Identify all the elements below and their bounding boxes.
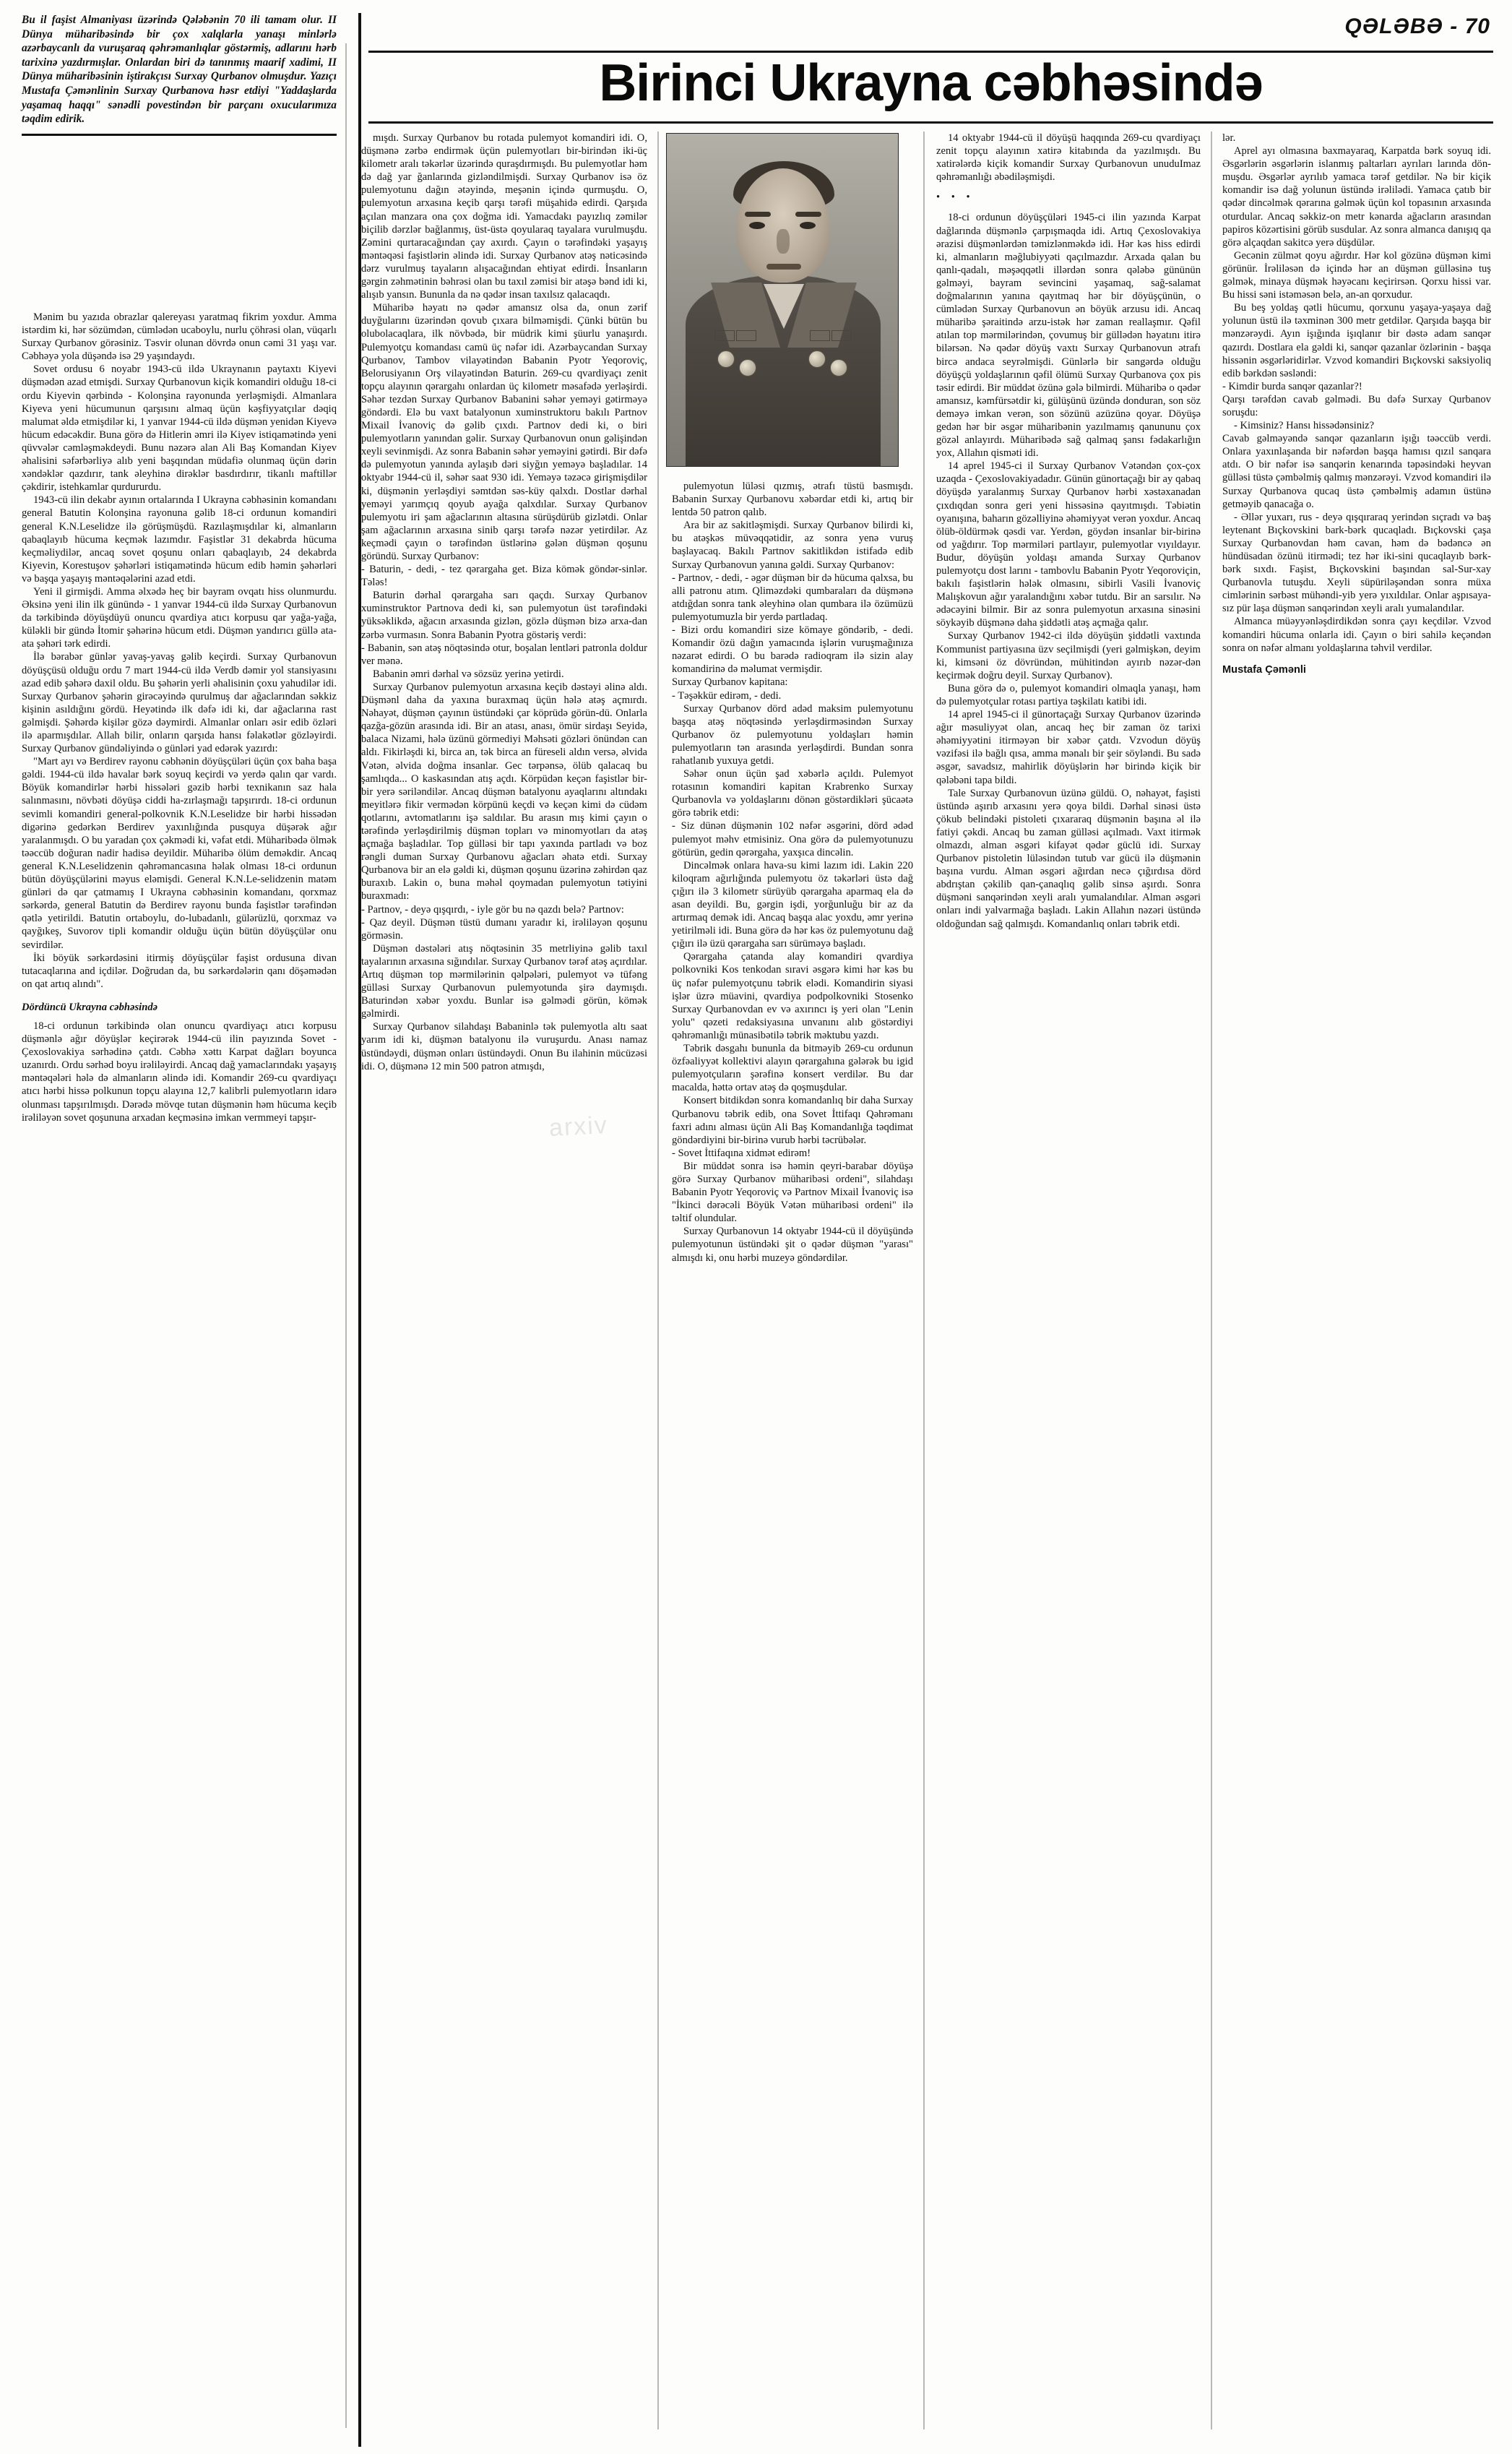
column-5	[1222, 132, 1491, 2429]
paragraph: Baturin dərhal qərargaha sarı qaçdı. Surxay Qurbanov xuminstruktor Partnova dedi ki, sən pulemyotun üst tərəfindəki yüksəklikdə, ağacın arxasında gizlən, gözlə düşmən bizə arxa-dan zərbə vurmasın. Sonra Babanin Pyotra göstəriş verdi:	[361, 590, 647, 641]
paragraph-dialogue: - Təşəkkür edirəm, - dedi.	[672, 689, 782, 702]
paragraph: Təbrik dəsgahı bununla da bitməyib 269-cu ordunun özfəaliyyət kollektivi alayın qərargahına gələrək bu igid pulemyotçuların şərəfinə konsert verdilər. Bu dar macalda, həttə ortav atəş də qoşmuşdular.	[672, 1043, 913, 1094]
paragraph: Qərargaha çatanda alay komandiri qvardiya polkovniki Kos tenkodan sıravi əsgərə kimi hər kəs bu üç nəfər pulemyotçunu təbrik elədi. Komandirin siyasi işlər üzrə müavini, qvardiya podpolkovniki Stosenko Surxay Qurbanovdan ev və axırıncı iş yeri olan "Lenin yolu" qəzeti redaksiyasına unvanını alıb göstərdiyi qəhrəmanlığı münasibətilə təbrik məktubu yazdı.	[672, 951, 913, 1041]
lede-box	[22, 13, 337, 136]
article-byline: Mustafa Çəmənli	[1222, 663, 1306, 676]
paragraph: Gecənin zülmət qoyu ağırdır. Hər kol gözünə düşmən kimi görünür. İrəliləsən də içində hər an düşmən gülləsinə tuş gəlmək, minaya düşmək həyəcanı keçirirsən. Qorxu hissi var. Bu hissi səni istəməsən belə, an-an qorxudur.	[1222, 249, 1491, 301]
paragraph: Səhər onun üçün şad xəbərlə açıldı. Pulemyot rotasının komandiri kapitan Krabrenko Surxay Qurbanovla və yoldaşlarını dönən göstərdikləri şücaətə görə təbrik etdi:	[672, 768, 913, 819]
paragraph: - Əllər yuxarı, rus - deyə qışqıraraq yerindən sıçradı və baş leytenant Bıçkovskini bark-bərk qucaqladı. Bıçkovski çaşa Surxay Qurbanovdan həm cavan, həm də bədəncə ən hündüsadan özünü itirmədi; tez hər iki-sini qucaqlayıb bərk-bərk sıxdı. Faşist, Bıçkovskini başından sal-Sur-xay Qurbanovla tutuşdu. Xeyli süpüriləşəndən sonra müxa cimlərinin sərbəst mühəndi-yib yerə yıxıldılar. Onlar aşpısaya-sız pür laşa düşmən sanqərindən xeyli aralı yumalandılar.	[1222, 511, 1491, 615]
paragraph: 14 aprel 1945-ci il Surxay Qurbanov Vətəndən çox-çox uzaqda - Çexoslovakiyadadır. Günün günortaçağı bir ay qabaq döyüşdə yaralanmış Surxay Qurbanov hərbi xəstəxanadan çıxdıqdan sonra geri yeni hissəsinə qayıtmışdı. Təbiətin oyanışına, baharın gözəlliyinə əhəmiyyət verən yoxdur. Ancaq ölüb-öldürmək qəsdi var. Yerdən, göydən insanlar bir-birinə od yağdırır. Top mərmiləri partlayır, pulemyotlar vıyıldayır. Budur, döyüşün yoldaşı amanda Surxay Qurbanov pulemyotçu dost larını - tambovlu Babanin Pyotr Yeqoroviçin, bakılı faşistlərin hələk olmasını, sibirli Vasili İvanoviç Malışkovun ağır yaralandığını xəbər tutdu. Bir an sarsılır. Nə ədəcəyini bilmir. Bir az sonra pulemyotun arxasına sinəsini söykəyib düşmənə daha şiddətli atəş açmağa qalır.	[936, 460, 1201, 629]
paragraph: Konsert bitdikdən sonra komandanlıq bir daha Surxay Qurbanovu təbrik edib, ona Sovet İttifaqı Qəhrəmanı faxri adını alması üçün Ali Baş Komandanlığa təqdimat göndərdiyini bir-birinə vurub hərbi təcrübələr.	[672, 1095, 913, 1146]
paragraph: İlə bərabər günlər yavaş-yavaş gəlib keçirdi. Surxay Qurbanovun döyüşçüsü olduğu ordu 7 mart 1944-cü ildə Verdb dəmir yol stansiyasını azad edib şəhərə daxil oldu. Bu şəhərin yerli əhalisinin çoxu yahudilər idi. Surxay Qurbanov şəhərin girəcəyində qurulmuş dar ağaclarından səkkiz kişinin asıldığını gördü. Heyətində ilk dəfə idi ki, dar ağaclarına rast gəlmişdi. Şəhərdə kişilər gözə dəymirdi. Almanlar onları əsir edib özləri ilə aparmışdılar. Allah bilir, onların qarşıda hansı fəlakətlər gözləyirdi. Surxay Qurbanov gündəliyində o günləri yad edərək yazırdı:	[22, 651, 337, 755]
column-2	[361, 132, 647, 2429]
paragraph: 14 aprel 1945-ci il günortaçağı Surxay Qurbanov üzərində ağır məsuliyyət olan, ancaq heç bir zaman öz tarixi əhəmiyyətini itirməyən bir xəbər çatdı. Vzvodun döyüş vəzifəsi ilə bağlı qısa, amma mənalı bir şeir söyləndi. Bu sadə əsgər, savadsız, mahirlik döyüşlərin hər birində kiçik bir qələbəni tapa bildi.	[936, 709, 1201, 786]
paragraph: pulemyotun lüləsi qızmış, ətrafı tüstü basmışdı. Babanin Surxay Qurbanovu xəbərdar etdi ki, artıq bir lentdə 50 patron qalıb.	[672, 481, 913, 519]
lede-text: Bu il faşist Almaniyası üzərində Qələbənin 70 ili tamam olur. II Dünya müharibəsində bir çox xalqlarla yanaşı minlərlə azərbaycanlı da vuruşaraq qəhrəmanlıqlar göstərmiş, adlarını hərb tarixinə yazdırmışlar. Onlardan biri də tanınmış maarif xadimi, II Dünya müharibəsinin iştirakçısı Surxay Qurbanov olmuşdur. Yazıçı Mustafa Çəmənlinin Surxay Qurbanova həsr etdiyi "Yaddaşlarda yaşamaq haqqı" sənədli povestindən bir parçanı oxucularımıza təqdim edirik.	[22, 14, 337, 126]
photo-ribbon-2	[736, 330, 756, 341]
paragraph: Babanin əmri dərhal və sözsüz yerinə yetirdi.	[373, 668, 564, 680]
paragraph: Ara bir az sakitləşmişdi. Surxay Qurbanov bilirdi ki, bu atəşkəs müvəqqətidir, az sonra yenə vuruş başlayacaq. Bakılı Partnov sakitlikdən istifadə edib Surxay Qurbanovun yanına gəldi. Surxay Qurbanov:	[672, 520, 913, 571]
portrait-photo	[666, 133, 899, 467]
article-headline: Birinci Ukrayna cəbhəsində	[599, 54, 1263, 112]
paragraph-dialogue: - Siz dünən düşmənin 102 nəfər əsgərini, dörd ədəd pulemyot məhv etmisiniz. Ona görə də pulemyotunuzu götürün, gedin qərərgaha, yaxşıca dincəlin.	[672, 820, 913, 858]
headline-area	[368, 55, 1493, 124]
column-1	[22, 311, 337, 2435]
photo-eye-right	[800, 222, 816, 229]
paragraph: Mənim bu yazıda obrazlar qalereyası yaratmaq fikrim yoxdur. Amma istərdim ki, hər sözümdən, cümlədən ucaboylu, nurlu çöhrəsi olan, vüqarlı Surxay Qurbanov görəsiniz. Təsvir olunan dövrdə onun cəmi 31 yaşı var. Cəbhəyə yola düşəndə isə 29 yaşındaydı.	[22, 311, 337, 363]
photo-ribbon-4	[831, 330, 852, 341]
column-divider-2	[923, 132, 925, 2429]
paragraph-dialogue: - Sovet İttifaqına xidmət edirəm!	[672, 1147, 811, 1159]
paragraph-dialogue: - Bizi ordu komandiri size kömaye göndərib, - dedi. Komandir özü dağın yamacında işlərin vuruşmağınıza nəzarət edirdi. O bu barədə radioqram ilə sizin alay komandirinə də məlumat vermişdir.	[672, 624, 913, 676]
column-4	[936, 132, 1201, 2429]
paragraph: lər.	[1222, 132, 1236, 144]
paragraph-dialogue: - Kimdir burda sanqər qazanlar?!	[1222, 380, 1362, 392]
photo-medal-4	[830, 359, 847, 376]
paragraph-dialogue: Surxay Qurbanov kapitana:	[672, 676, 788, 689]
paragraph: Almanca müəyyənləşdirdikdən sonra çayı keçdilər. Vzvod komandiri hücuma onlarla idi. Çayın o biri sahilə keçəndən sonra on nəfər almanı yoldaşlarına təhvil verdilər.	[1222, 616, 1491, 654]
paragraph: Sovet ordusu 6 noyabr 1943-cü ildə Ukraynanın paytaxtı Kiyevi düşmədən azad etmişdi. Surxay Qurbanovun kiçik komandiri olduğu 18-ci ordu Kiyevin qərbində - Kolonşina rayonunda yerləşmişdi. Almanlara Kiyeva yeni hücumunun qarşısını almaq üçün kəşfiyyatçılar dəqiq malumat əldə etmişdilər ki, 1 yanvar 1944-cü ildə düşmən yenidən Kiyevə hücum edəcəkdir. Buna görə də Hitlerin əmri ilə Kiyev istiqamətində yeni qüvvələr cəmləşməkdeydi. Bunu nəzərə alan Ali Baş Komandan Kiyev əhalisini səfərbərliyə alıb yeni başqından müdafiə olunmaq üçün dərin xəndəklər qazdırır, tank əleyhinə dirəklər basdırdırır, tikanlı maftillər çəkdirir, istehkamlar qurdururdu.	[22, 363, 337, 494]
paragraph: "Mart ayı və Berdirev rayonu cəbhənin döyüşçüləri üçün çox baha başa gəldi. 1944-cü ildə havalar bərk soyuq keçirdi və yerdə qalın qar vardı. Böyük komandirlər hərbi hissələri gəzib hərbi texnikanın saz hala salınmasını, növbəti döyüşə ciddi ha-zırlaşmağı tapşırırdı. 18-ci ordunun sevimli komandiri general-polkovnik K.N.Leselidze bir hərbi hissədən digərinə gedərkən Berdirev yaxınlığında pusquya düşərək ağır yaralanmışdı. O bu yaradan çox çəkmədi ki, vəfat etdi. Müharibədə ölmək təəccüb doğuran nadir hadisə deyildir. Müharibə ölüm deməkdir. Ancaq general K.N.Leselidzenin qəhrəmancasına həlak olması 18-ci ordunun bütün döyüşçülərini məyus eləmişdi. General K.N.Le-selidzenin matəm günləri də qar çatmamış I Ukrayna cəbhəsinin komandanı, qorxmaz sərkərdə, general Batutin də Berdirev rayonu bunda faşistlər tərəfindən qətlə yetirildi. Batutin ortaboylu, do-lubadanlı, gülərüzlü, qorxmaz və qayğıkeş, Suvorov tipli komandir olduğu üçün bütün döyüşçülər onu sevirdilər.	[22, 756, 337, 951]
photo-medal-1	[717, 350, 735, 368]
column-3	[672, 480, 913, 2431]
paragraph: Surxay Qurbanov silahdaşı Babaninlə tək pulemyotla altı saat yarım idi ki, düşmən batalyonu ilə vuruşurdu. Anası namaz üstündəydi, düşmən onları üstündəydi. Onun Bu ilahinin mücüzəsi idi. O, düşmənə 12 min 500 patron atmışdı,	[361, 1021, 647, 1072]
paragraph-dialogue: - Partnov, - deyə qışqırdı, - iyle gör bu nə qazdı belə? Partnov:	[361, 903, 624, 916]
paragraph: 1943-cü ilin dekabr ayının ortalarında I Ukrayna cəbhəsinin komandanı general Batutin Kolonşina rayonuna gəlib 18-ci ordunun komandiri general K.N.Leselidze ilə görüşmüşdü. Razılaşmışdılar ki, almanların qabaqlayıb hücuma keçmək lazımdır. Faşistlər 31 dekabrda hücuma keçməliydilər, ancaq sovet qoşunu onları qabaqlayıb, 24 dekabrda Kiyevin, Korestuşov şəhərləri istiqamətində hücum edib həmin şəhərləri və başqa yaşayış məntəqələrini azad etdi.	[22, 494, 337, 585]
paragraph-dialogue: - Baturin, - dedi, - tez qərargaha get. Biza kömək göndər-sinlər. Tələs!	[361, 564, 647, 589]
paragraph: Buna görə də o, pulemyot komandiri olmaqla yanaşı, həm də pulemyotçular rotası partiya təşkilatı katibi idi.	[936, 682, 1201, 707]
photo-brow-right	[795, 212, 821, 217]
paragraph-dialogue: Cavab gəlməyəndə sanqər qazanların işığı təəccüb verdi. Onlara yaxınlaşanda bir nəfərdən başqa hamısı qızıl sanqara atdı. O bir nəfər isə sanqərin kenarında təpəsindəki heyvan gülləsi tüstə çəmbəlmiş qalmış mənzərəyi. Vzvod komandiri ilə Surxay Qurbanova qucaq üstə çəmbəlmiş adamın üstünə getməyib qanacağa o.	[1222, 433, 1491, 510]
column-divider-3	[1211, 132, 1212, 2429]
archive-watermark: arxiv	[548, 1111, 609, 1142]
paragraph-dialogue: - Qaz deyil. Düşmən tüstü dumanı yaradır ki, irəliləyən qoşunu görməsin.	[361, 916, 647, 942]
paragraph: Aprel ayı olmasına baxmayaraq, Karpatda bərk soyuq idi. Əsgərlərin əsgərlərin islanmış paltarları ayrıları larında dön-muşdu. Əsgərlər ayrılıb yamaca tərəf getdilər. Nə bir kiçik komandir isə dağ yolunun üstündə irəlilədi. Yamaca çatıb bir qədər dincəlmək qərarına gəlmək üçün kol topasının arxasında oturdular. Ancaq səkkiz-on metr kənarda ağacların arasından papiros közərtisini görüb susdular. Az sonra almanca danışıq qa görə alçaqdan sakitcə yerə düşdülər.	[1222, 145, 1491, 249]
paragraph-dialogue: - Babanin, sən atəş nöqtəsində otur, boşalan lentləri patronla doldur ver mənə.	[361, 642, 647, 667]
column-divider-1	[657, 132, 659, 2429]
paragraph: 18-ci ordunun döyüşçüləri 1945-ci ilin yazında Karpat dağlarında düşmənlə çarpışmaqda idi. Artıq Çexoslovakiya ərazisi düşmənlərdən təmizlənməkdə idi. Hər kəs hiss edirdi ki, almanların məğlubiyyəti qaçılmazdır. Arxada qalan bu qanlı-qadalı, məşəqqətli illərdən sonra qələbə gününün gəlməyi, bayram sevincini yaşamaq, sağ-salamat doğmalarının yanına qayıtmaq hər bir döyüşçünün, o cümlədən Surxay Qurbanovun ən böyük arzusu idi. Ancaq müharibə şəraitində arzu-istək hər zaman reallaşmır. Qəfil atılan top mərmilərindən, çovumuş bir güllədən həyatını itirə bilərsən. Nə qədər döyüş vaxtı Surxay Qurbanovun ətrafı bircə andaca seyrəlmişdi. Günlərlə bir sangərdə olduğu döyüşçü yoldaşlarının qəfil ölümü Surxay Qurbanova çox pis təsir edirdi. Bir müddət özünə gələ bilmirdi. Müharibə o qədər amansız, kəmfürsətdir ki, gülüşünü üzündə donduran, son söz deməyə imkan verən, son sözünü azüzünə qoyar. Döyüşə gedən hər bir əsgər müharibənin yazılmamış qanununu çox gözəl anlayırdı. Müharibədə sağ qalmaq şansı fədakarlığın yox, Allahın qisməti idi.	[936, 212, 1201, 460]
photo-medal-3	[808, 350, 826, 368]
photo-mouth	[766, 264, 801, 270]
masthead	[368, 13, 1493, 53]
paragraph: Bu beş yoldaş qətli hücumu, qorxunu yaşaya-yaşaya dağ yolunun üstü ilə təxminən 300 metr getdilər. Qarşıda başqa bir mənzərəydi. Ayın işığında işıqlanır bir dəstə adam sanqər qazırdı. Dostlara ela gəldi ki, sanqər qazanlar özlərinin - başqa hissənin əsgərləridirlər. Vzvod komandiri Bıçkovski saksiyoliq edib bərkdən səsləndi:	[1222, 302, 1491, 379]
paragraph: Surxay Qurbanov dörd adəd maksim pulemyotunu başqa atəş nöqtəsində yerləşdirməsindən Surxay Qurbanov öz pulemyotunu yoldaşları həmin pulemyotların tən arasında yerləşdirdi. Bundan sonra rahatlanıb yuxuya getdi.	[672, 702, 913, 767]
paragraph: mışdı. Surxay Qurbanov bu rotada pulemyot komandiri idi. O, düşmənə zərbə endirmək üçün pulemyotları bir-birindən iki-üç kilometr aralı təkərlər üzərində quraşdırmışdı. Bu pulemyotlar həm də dağ yar ğanlarında gizləndilmişdi. Surxay Qurbanov isə öz pulemyotunu dağın ətəyində, meşənin içində qurmuşdu. O, pulemyotun arxasına keçib qarşı tərəfi müşahidə edirdi. Qarşıda açılan manzara ona çox doğma idi. Yamacdakı payızlıq zəmilər biçilib dərzlər bağlanmış, üst-üstə qoyularaq tayalara vurulmuşdu. Zəmini qurtaracağından çay axırdı. Çayın o tərəfindəki yaşayış məntəqəsi faşistlərin əlində idi. Surxay Qurbanov atəş nəticəsində dərz vurulmuş tayaların alışacağından ehtiyat edirdi. İnsanların gərgin zəhmətinin bəhrəsi olan bu taxıl zəmisi bir atəşə bənd idi ki, alışıb yansın. Bununla da nə qədər insan taxılsız qalacaqdı.	[361, 132, 647, 301]
photo-ribbon-3	[810, 330, 830, 341]
section-separator-dots: • • •	[936, 191, 975, 204]
photo-brow-left	[745, 212, 771, 217]
paragraph: 14 oktyabr 1944-cü il döyüşü haqqında 269-cu qvardiyaçı zenit topçu alayının xatirə kitabında da yazılmışdı. Bu xatirələrdə kiçik komandir Surxay Qurbanovun unuduImaz qəhrəmanlığı əbədiləşmişdi.	[936, 132, 1201, 184]
photo-ribbon-1	[714, 330, 735, 341]
paragraph: Yeni il girmişdi. Amma əlxədə heç bir bayram ovqatı hiss olunmurdu. Əksinə yeni ilin ilk günündə - 1 yanvar 1944-cü ildə Surxay Qurbanovun da tərkibində döyüşdüyü onuncu qvardiya atıcı korpusu qar yağa-yağa, küləkli bir gündə İtomir şəhərinə hücum etdi. Düşmən yandırıcı güllə ata-ata şəhəri tərk edirdi.	[22, 585, 337, 650]
paragraph: Surxay Qurbanov 1942-ci ildə döyüşün şiddətli vaxtında Kommunist partiyasına üzv seçilmişdi (yeri gəlmişkən, deyim ki, kimsəni öz dövründən, mühitindən ayırıb nəzər-dən keçirmək doğru deyil. Surxay Qurbanov).	[936, 630, 1201, 681]
section-subhead: Dördüncü Ukrayna cəbhəsində	[22, 1001, 158, 1013]
paragraph: Müharibə həyatı nə qədər amansız olsa da, onun zərif duyğularını üzərindən qovub çıxara bilməmişdi. Çünki bütün bu olubolacaqlara, ilk növbədə, bir müdrik kimi şüurlu yanaşırdı. Pulemyotçu komandası camü üç nəfər idi. Azərbaycandan Surxay Qurbanov, Tambov vilayətindən Babanin Pyotr Yeqoroviç, Belorusiyanın Orş vilayətindən Baturin. 269-cu qvardiyaçı zenit topçu alayının qərargahı onlardan üç kilometr məsafədə yerləşirdi. Səhər tezdən Surxay Qurbanov Babanini səhər yeməyi gətirməyə göndərdi. Elə bu vaxt batalyonun xuminstruktoru bakılı Partnov Mixail İvanoviç də gəlib çıxdı. Partnov dedi ki, o biri pulemyotların yanından gəlir. Surxay Qurbanovun onun gəlişindən xeyli sevinmişdi. Az sonra Babanin səhər yeməyini gətirdi. Bir dəfə də pulemyotun yanında aylaşıb dəri siyğın yeməyə başladılar. 14 oktyabr 1944-cü il, səhər saat 930 idi. Yeməyə təzəcə girişmişdilər ki, düşmənin yerləşdiyi səmtdən səs-küy qalxdı. Dostlar dərhal yeməyi yarımçıq qoyub ayağa qalxdılar. Surxay Qurbanov pulemyotu iri şam ağaclarının altasına sürüşdürüb gizlətdi. Onlar şam ağaclarının arxasına sinib qarşı tərəfə nəzər yetirdilər. Az keçmədi çayın o tərəfindən üstlərinə gələn düşmən qoşunu göründü. Surxay Qurbanov:	[361, 302, 647, 562]
paragraph: Tale Surxay Qurbanovun üzünə güldü. O, nəhayət, faşisti üstündə aşırıb arxasını yerə qoya bildi. Dərhal sinəsi üstə çökub belindəki pistoleti çıxararaq düşmənin başına əl ilə fatiyi çəkdi. Ancaq bu zaman gülləsi açılmadı. Vaxt itirmək olmazdı, alman əsgəri kifayət qədər güclü idi. Surxay Qurbanov pistoletin lüləsindən tutub var gücü ilə düşmənin başına vurdu. Alman əsgəri ağırdan necə çığırdısa dörd abdrıştan çəkilib qan-çanaqlıq gəlib sinsə aşırdı. Sonra düşməni sanqərindən xeyli aralı yumalandılar. Alman əsgəri onları indi yalvarmağa başladı. Lakin Allahın nəzəri üstündə oldoğundan sağ qalmışdı. Komandanlıq onları təbrik etdi.	[936, 787, 1201, 930]
paragraph: İki böyük sərkərdəsini itirmiş döyüşçülər faşist ordusuna divan tutacaqlarına and içdilər. Doğrudan da, bu sərkərdələrin qanı döşəmədən on qat artıq alındı".	[22, 952, 337, 990]
paragraph: Surxay Qurbanovun 14 oktyabr 1944-cü il döyüşündə pulemyotunun üstündəki şit o qədər düşmən "yarası" almışdı ki, onu hərbi muzeyə göndərdilər.	[672, 1226, 913, 1264]
paragraph-dialogue: Qarşı tərəfdən cavab gəlmədi. Bu dəfə Surxay Qurbanov soruşdu:	[1222, 393, 1491, 418]
paragraph: Bir müddət sonra isə həmin qeyri-barabar döyüşə görə Surxay Qurbanov müharibəsi ordeni", silahdaşı Babanin Pyotr Yeqoroviç və Partnov Mixail İvanoviç isə "İkinci dərəcəli Böyük Vətən müharibəsi ordeni" ilə təltif olundular.	[672, 1160, 913, 1225]
paragraph-dialogue: - Partnov, - dedi, - əgər düşmən bir də hücuma qalxsa, bu alli patronu atım. Qliməzdəki qumbaraları da düşmənə atdığdan sonra tank əleyhinə olan qumbara ilə özümüzü pulemyotumuzla bir yerdə partladaq.	[672, 572, 913, 623]
paragraph: Surxay Qurbanov pulemyotun arxasına keçib dəstəyi əlinə aldı. Düşmənl daha da yaxına buraxmaq üçün hələ atəş açmırdı. Nəhayət, düşmən çayının üstündəki çar köprüdə görün-dü. Onlarla qazğa-gözün arasında idi. Bir an atası, anası, ömür sirdaşı Seyidə, balaca Nizami, hələ üzünü görmediyi Məhsəti gözləri önündən can aldı. Fikirləşdi ki, birca an, tək birca an füreseli aldın versə, əlvida Vətən, əlvida doğma insanlar. Gec tərpənsə, ölüb qalacaq bu şamlıqda... O kaskasından atış açdı. Körpüdən keçən faşistlər bir-bir yerə səriləndilər. Ancaq düşmən batalyonu ayaqlarını altındakı meyitlərə fikir vermədən körpünü keçdi və keçən kimi də cüdəm qotlarını, avtomatlarını işə saldılar. Bu arasın mış kimi çayın o tərəfində yerləşdirilmiş düşmən topları və minomyotları da atəş açmağa başladılar. Top gülləsi bir tapı yaxında partladı və boz rəngli duman Surxay Qurbanovu ağacları əhatə etdi. Surxay Qurbanova bir an elə gəldi ki, düşmən qoşunu üzərinə zəhirdən qaz buraxıb. Lakin o, buna məhəl qoymadan pulemyotun tətiyini buraxmadı:	[361, 681, 647, 903]
paragraph: - Kimsiniz? Hansı hissədənsiniz?	[1234, 420, 1375, 432]
paragraph: Düşmən dəstələri atış nöqtəsinin 35 metrliyinə gəlib taxıl tayalarının arxasına sığındılar. Surxay Qurbanov tərəf atəş açırdılar. Artıq düşmən top mərmilərinin qəlpələri, pulemyot və tüfəng gülləsi Surxay Qurbanovun pulemyotunda şirə daymışdı. Baturindən xəbər yoxdu. Bunlar isə gəlmədi görün, kömək gəlmirdi.	[361, 942, 647, 1020]
masthead-title: QƏLƏBƏ - 70	[1344, 14, 1490, 38]
photo-eye-left	[749, 222, 765, 229]
photo-medal-2	[739, 359, 756, 376]
column-divider-0	[345, 43, 347, 2428]
photo-nose	[777, 229, 790, 254]
paragraph: 18-ci ordunun tərkibində olan onuncu qvardiyaçı atıcı korpusu düşmənlə ağır döyüşlər keçirərək 1944-cü ilin payızında Sovet - Çexoslovakiya sərhədinə çatdı. Cəbhə xəttı Karpat dağları boyunca uzanırdı. Ordu sərhəd boyu irəliləyirdi. Ancaq dağ yamaclarındakı yaşayış məntəqələri hələ də almanların əlində idi. Komandir 269-cu qvardiyaçı atıcı hərbi hissə polkunun topçu alayına 12,7 kalibrli pulemyotların idarə olunması tapşırılmışdı. Dərədə mövqe tutan düşmənin həm hücuma keçib irəliləyən sovet qoşununa arxadan keçməsinə imkan vermmeyi tapşır-	[22, 1020, 337, 1124]
paragraph: Dincəlmək onlara hava-su kimi lazım idi. Lakin 220 kiloqram ağırlığında pulemyotu öz təkərləri üstə dağ çığırı ilə 3 kilometr sürüyüb qərargaha aparmaq ela də asan deyildi. Bu, gərgin işdi, yorğunluğu bir az da artırmaq demək idi. Ancaq başqa alac yoxdu, əmr yerinə yetirilməli idi. Buna görə də hər kəs öz pulemyotunu dağ çığırı ilə üzü qərargaha sarı sürüməyə başladı.	[672, 859, 913, 950]
